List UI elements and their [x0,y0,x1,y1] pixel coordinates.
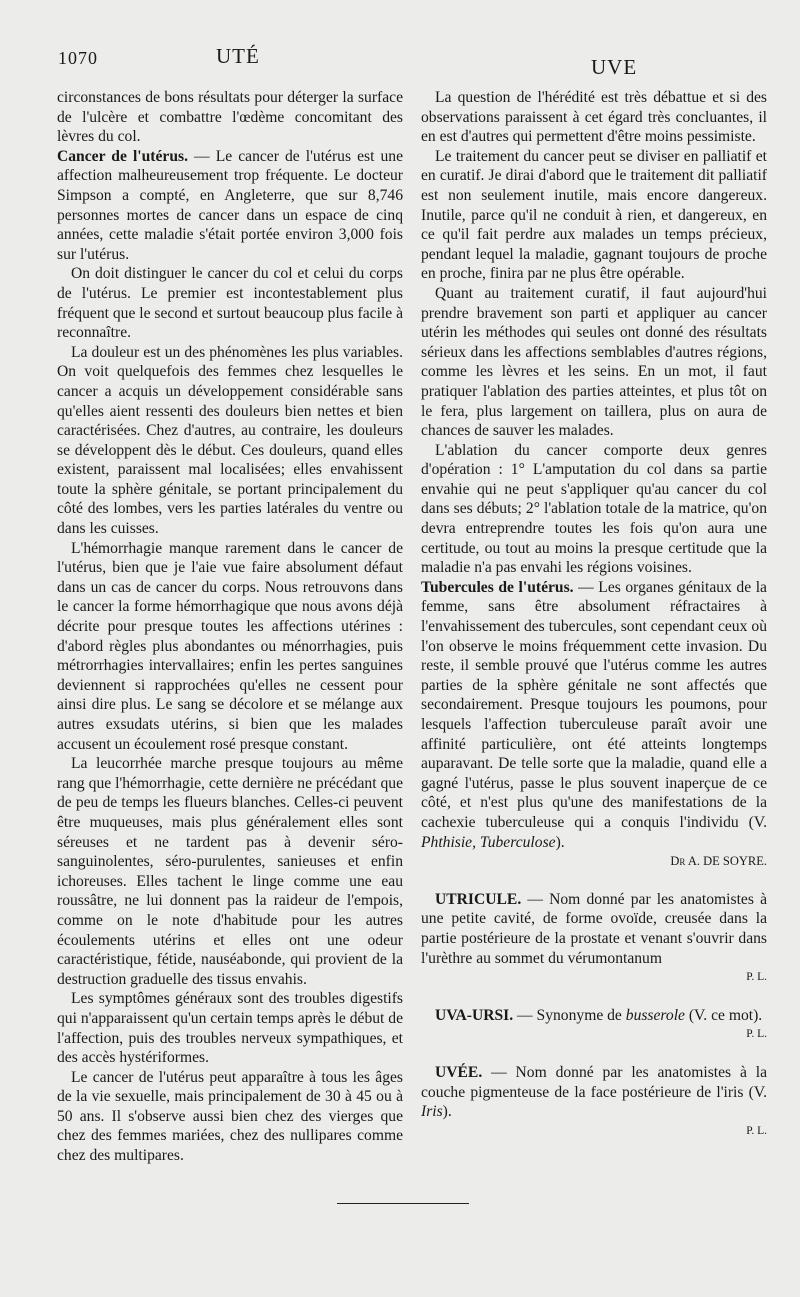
paragraph: La question de l'hérédité est très débattue et si des observations paraissent à cet égard très concluantes, il en est d'autres qui permettent d'être moins pessimiste. [421,89,767,146]
closing-rule [337,1203,469,1204]
tubercules-reference: Phthisie, Tuberculose [421,833,556,851]
uvee-heading: UVÉE. [435,1063,483,1081]
uva-ursi-text: — Synonyme de [513,1006,626,1024]
continued-paragraph: circonstances de bons résultats pour déterger la surface de l'ulcère et combattre l'œdème concomitant des lèvres du col. [57,89,403,146]
uva-ursi-paragraph [421,1006,767,1026]
uva-ursi-heading: UVA-URSI. [435,1006,514,1024]
tubercules-end: ). [555,833,565,851]
paragraph: Quant au traitement curatif, il faut aujourd'hui prendre bravement son parti et appliquer au cancer utérin les méthodes qui seules ont donné des résultats sérieux dans les affections semblables d'autres régions, comme les lèvres et les seins. En un mot, il faut pratiquer l'ablation des parties atteintes, et plus tôt on le fera, plus largement on taillera, plus on aura de chances de sauver les malades. [421,284,767,440]
uvee-text: — Nom donné par les anatomistes à la couche pigmenteuse de la face postérieure de l'iris (V. [421,1063,767,1101]
uvee-signature: P. L. [746,1124,767,1137]
tubercules-entry [421,578,767,852]
cancer-entry [57,147,403,265]
uvee-paragraph [421,1063,767,1122]
running-head-left: UTÉ [216,44,260,68]
running-head-right: UVE [591,55,638,79]
utricule-text: — Nom donné par les anatomistes à une petite cavité, de forme ovoïde, creusée dans la partie postérieure de la prostate et venant s'ouvrir dans l'urèthre au sommet du vérumontanum [421,890,767,967]
tubercules-text: — Les organes génitaux de la femme, sans être absolument réfractaires à l'envahissement des tubercules, sont cependant ceux où l'on observe le moins fréquemment cette invasion. Du reste, il semble prouvé que l'utérus comme les autres parties de la sphère génitale ne sont affectés que secondairement. Presque toujours les poumons, pour lesquels l'affection tuberculeuse paraît avoir une affinité particulière, ont été atteints longtemps auparavant. De telle sorte que la maladie, quand elle a gagné l'utérus, passe le plus souvent inaperçue de ce côté, et n'est plus qu'une des manifestations de la cachexie tuberculeuse qui a conquis l'individu (V. [421,578,767,831]
paragraph: L'ablation du cancer comporte deux genres d'opération : 1° L'amputation du col dans sa partie envahie qui ne peut s'appliquer qu'au cancer du col dans ses débuts; 2° l'ablation totale de la matrice, qu'on devra entreprendre toutes les fois qu'on aura une certitude, ou tout au moins la presque certitude que la maladie n'a pas envahi les régions voisines. [421,441,767,577]
author-signature: Dr A. DE SOYRE. [670,854,767,869]
cancer-text: — Le cancer de l'utérus est une affection malheureusement trop fréquente. Le docteur Simpson a compté, en Angleterre, que sur 8,746 personnes mortes de cancer dans un espace de cinq années, cette maladie s'était portée environ 3,000 fois sur l'utérus. [57,147,403,263]
utricule-paragraph [421,890,767,968]
uva-ursi-end: (V. ce mot). [684,1006,763,1024]
paragraph: La leucorrhée marche presque toujours au même rang que l'hémorrhagie, cette dernière ne précédant que de peu de temps les flueurs blanches. Celles-ci peuvent être muqueuses, mais plus généralement elles sont séreuses et ne tardent pas à devenir séro-sanguinolentes, séro-purulentes, sanieuses et enfin ichoreuses. Elles tachent le linge comme une eau roussâtre, ne lui donnent pas la raideur de l'empois, comme on le note d'habitude pour les autres écoulements utérins et elles ont une odeur caractéristique, fétide, nauséabonde, qui provient de la destruction graduelle des tissus envahis. [57,755,403,988]
right-column [421,88,767,1141]
uva-ursi-signature: P. L. [746,1028,767,1041]
uvee-reference: Iris [421,1103,443,1121]
uva-ursi-entry [421,1006,767,1045]
paragraph: Les symptômes généraux sont des troubles digestifs qui n'apparaissent qu'un certain temps après le début de l'affection, puis des troubles nerveux sympathiques, et des accès hystériformes. [57,990,403,1067]
page-number: 1070 [58,48,98,68]
uvee-entry [421,1063,767,1141]
utricule-signature: P. L. [746,971,767,984]
paragraph: La douleur est un des phénomènes les plus variables. On voit quelquefois des femmes chez lesquelles le cancer a acquis un développement considérable sans qu'elles aient ressenti des douleurs bien nettes et bien caractérisées. Chez d'autres, au contraire, les douleurs se développent dès le début. Ces douleurs, quand elles existent, paraissent mal localisées; elles envahissent toute la sphère génitale, se portant principalement du côté des lombes, vers les parties latérales du ventre ou dans les cuisses. [57,343,403,538]
paragraph: Le traitement du cancer peut se diviser en palliatif et en curatif. Je dirai d'abord que le traitement dit palliatif est non seulement inutile, mais encore dangereux. Inutile, parce qu'il ne conduit à rien, et dangereux, en ce qu'il fait perdre aux malades un temps précieux, pendant lequel la maladie, gagnant toujours de proche en proche, finira par ne plus être opérable. [421,147,767,283]
tubercules-heading: Tubercules de l'utérus. [421,578,574,596]
cancer-heading: Cancer de l'utérus. [57,147,188,165]
utricule-entry [421,890,767,988]
paragraph: Le cancer de l'utérus peut apparaître à tous les âges de la vie sexuelle, mais principalement de 30 à 45 ou à 50 ans. Il s'observe aussi bien chez des vierges que chez des femmes mariées, chez des nullipares comme chez des multipares. [57,1068,403,1165]
uvee-end: ). [442,1103,452,1121]
left-column [57,88,403,1166]
paragraph: On doit distinguer le cancer du col et celui du corps de l'utérus. Le premier est incontestablement plus fréquent que le second et surtout beaucoup plus facile à reconnaître. [57,265,403,342]
paragraph: L'hémorrhagie manque rarement dans le cancer de l'utérus, bien que je l'aie vue faire absolument défaut dans un cas de cancer du corps. Nous retrouvons dans le cancer la forme hémorrhagique que nous avons déjà décrite pour presque toutes les affections utérines : d'abord règles plus abondantes ou ménorrhagies, puis métrorrhagies intervallaires; enfin les pertes sanguines deviennent si rapprochées qu'elles ne cessent pour ainsi dire plus. Le sang se décolore et se mélange aux autres exsudats utérins, si bien que les malades accusent un écoulement rosé presque constant. [57,539,403,753]
utricule-heading: UTRICULE. [435,890,522,908]
uva-ursi-reference: busserole [625,1006,685,1024]
